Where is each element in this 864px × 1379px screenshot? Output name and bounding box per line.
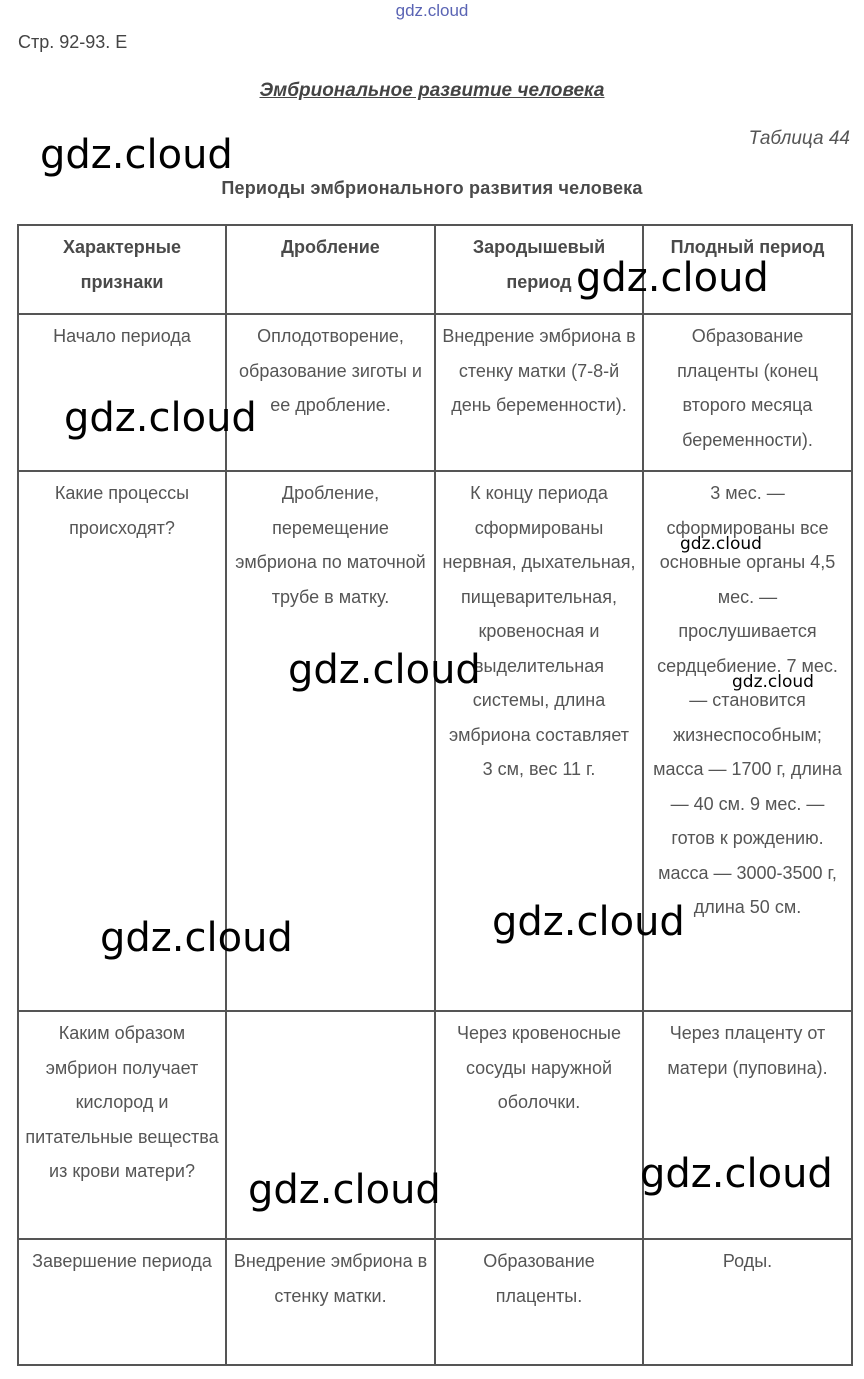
table-cell: Внедрение эмбриона в стенку матки (7-8-й день беременности). xyxy=(435,314,643,471)
page-reference: Стр. 92-93. E xyxy=(18,32,128,52)
watermark: gdz.cloud xyxy=(492,899,685,945)
watermark: gdz.cloud xyxy=(576,255,769,301)
column-header: Дробление xyxy=(226,225,435,314)
watermark: gdz.cloud xyxy=(100,915,293,961)
topic-title: Эмбриональное развитие человека xyxy=(259,80,605,101)
watermark: gdz.cloud xyxy=(732,672,814,692)
table-cell: Образование плаценты (конец второго месяца беременности). xyxy=(643,314,852,471)
column-header: Зародышевый период xyxy=(435,225,643,314)
watermark: gdz.cloud xyxy=(680,534,762,554)
table-number-label: Таблица 44 xyxy=(748,128,850,149)
table-cell: Через плаценту от матери (пуповина). xyxy=(643,1011,852,1239)
row-label: Каким образом эмбрион получает кислород и питательные вещества из крови матери? xyxy=(18,1011,226,1239)
table-cell: Внедрение эмбриона в стенку матки. xyxy=(226,1239,435,1365)
watermark: gdz.cloud xyxy=(288,647,481,693)
row-label: Какие процессы происходят? xyxy=(18,471,226,1011)
site-watermark-top: gdz.cloud xyxy=(395,1,469,20)
table-cell: К концу периода сформированы нервная, дыхательная, пищеварительная, кровеносная и выделительная системы, длина эмбриона составляет 3 см, вес 11 г. xyxy=(435,471,643,1011)
table-cell: 3 мес. — сформированы все основные органы 4,5 мес. — прослушивается сердцебиение. 7 мес. — становится жизнеспособным; масса — 1700 г, длина — 40 см. 9 мес. — готов к рождению. масса — 3000-3500 г, длина 50 см. xyxy=(643,471,852,1011)
table-cell: Образование плаценты. xyxy=(435,1239,643,1365)
row-label: Завершение периода xyxy=(18,1239,226,1365)
table-row xyxy=(18,314,852,471)
table-row xyxy=(18,1239,852,1365)
table-caption: Периоды эмбрионального развития человека xyxy=(221,178,643,198)
column-header: Плодный период xyxy=(643,225,852,314)
watermark: gdz.cloud xyxy=(640,1151,833,1197)
table-cell: Дробление, перемещение эмбриона по маточной трубе в матку. xyxy=(226,471,435,1011)
table-cell: Роды. xyxy=(643,1239,852,1365)
row-label: Начало периода xyxy=(18,314,226,471)
column-header: Характерные признаки xyxy=(18,225,226,314)
watermark: gdz.cloud xyxy=(40,132,233,178)
watermark: gdz.cloud xyxy=(248,1167,441,1213)
watermark: gdz.cloud xyxy=(64,395,257,441)
table-cell: Через кровеносные сосуды наружной оболочки. xyxy=(435,1011,643,1239)
table-cell: Оплодотворение, образование зиготы и ее дробление. xyxy=(226,314,435,471)
